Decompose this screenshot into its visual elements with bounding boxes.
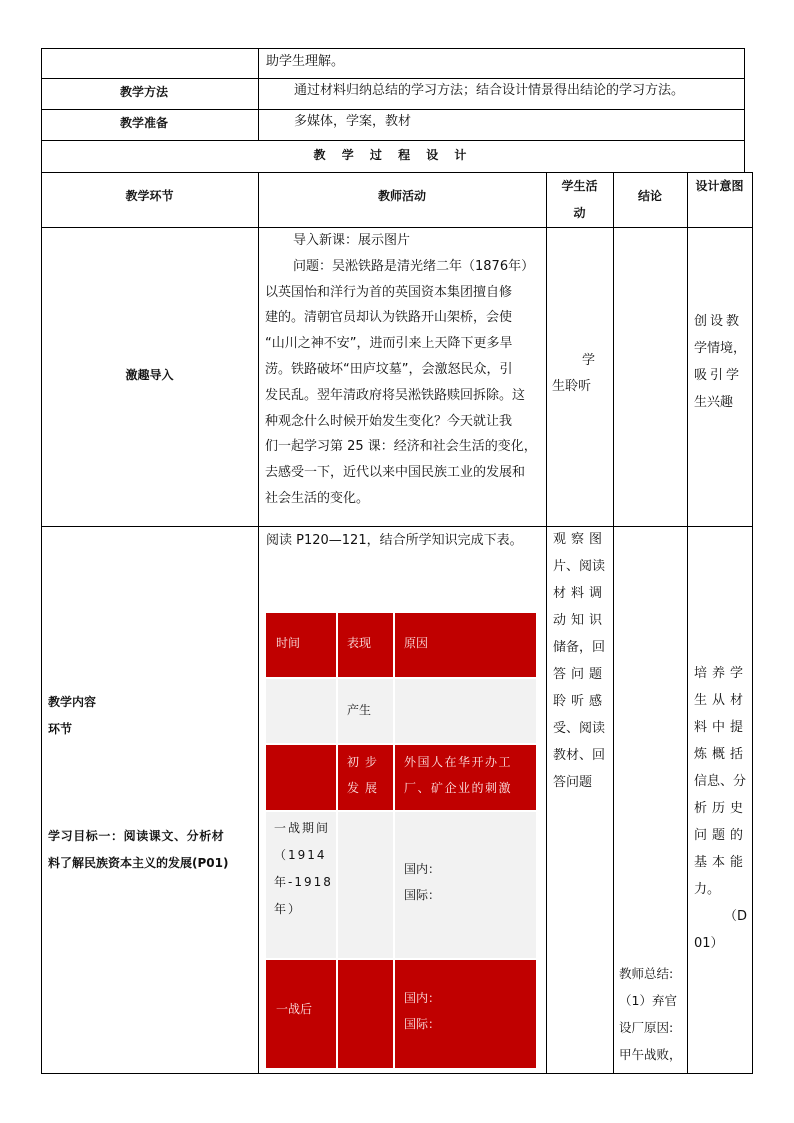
text-line: 创设教 [694,314,743,329]
inner-cell-wwi-reason: 国内： 国际： [404,862,441,902]
continuation-text: 助学生理解。 [266,54,345,69]
text-line: “山川之神不安”，进而引来上天降下更多旱 [265,336,513,352]
text-line: 培养学 [694,666,749,681]
text-line: 学情境， [694,341,747,356]
inner-cell-produce: 产生 [347,703,372,717]
process-title: 教 学 过 程 设 计 [313,148,473,162]
stage-content [48,689,96,743]
text-line: 析历史 [694,801,749,816]
text-line: 答问题 [553,667,608,682]
text-line: 01） [694,936,724,951]
text-line: 社会生活的变化。 [265,490,370,506]
method-text: 通过材料归纳总结的学习方法；结合设计情景得出结论的学习方法。 [294,83,685,98]
text-line: 储备，回 [553,640,606,655]
inner-cell-wwi-period: 一战期间（1914年-1918年） [274,821,333,916]
text-line: （1）弃官 [619,993,677,1008]
text-line: 涝。铁路破坏“田庐坟墓”，会激怒民众，引 [265,361,513,377]
inner-cell [338,812,393,958]
text-line: 动知识 [553,613,608,628]
text-line: 生兴趣 [694,395,734,410]
text-line: 以英国怡和洋行为首的英国资本集团擅自修 [265,284,513,300]
text-line: 聆听感 [553,694,608,709]
text-line: 料中提 [694,720,749,735]
inner-cell-initial-development: 初步发展 [347,755,384,795]
text-line: 学 [582,353,596,368]
text-line: 发民乱。翌年清政府将吴淞铁路赎回拆除。这 [265,387,526,403]
text-line: 导入新课：展示图片 [293,233,411,248]
text-line: 问题：吴淞铁路是清光绪二年（1876年） [293,258,535,274]
text-line: 材料调 [553,586,608,601]
header-student: 学生活动 [561,179,598,220]
teacher-intro-text [265,228,545,512]
text-line: 教师总结: [619,966,674,981]
text-line: 力。 [694,882,721,897]
inner-cell [395,679,536,743]
text-line: 答问题 [553,775,593,790]
text-line: 基本能 [694,855,749,870]
header-stage: 教学环节 [125,189,174,203]
inner-cell-post-wwi-reason: 国内： 国际： [404,991,441,1031]
inner-cell [266,679,336,743]
inner-header-reason: 原因 [404,636,429,650]
learning-goal [48,823,228,877]
text-line: 观察图 [553,532,608,547]
text-line: 信息、分 [694,774,747,789]
text-line: 们一起学习第 25 课：经济和社会生活的变化， [265,439,537,455]
text-line: 问题的 [694,828,749,843]
conclusion-content-text [619,960,687,1068]
text-line: 学习目标一：阅读课文、分析材 [48,829,225,843]
teacher-content-intro: 阅读 P120—121，结合所学知识完成下表。 [266,533,523,548]
inner-cell [338,960,393,1068]
text-line: 建的。清朝官员却认为铁路开山架桥，会使 [265,310,513,326]
text-line: 甲午战败， [619,1047,682,1062]
text-line: 教学内容 [48,695,97,709]
header-conclusion: 结论 [637,189,662,203]
stage-intro: 激趣导入 [125,368,174,382]
text-line: 去感受一下，近代以来中国民族工业的发展和 [265,465,526,481]
inner-cell-post-wwi: 一战后 [276,1002,313,1016]
text-line: 料了解民族资本主义的发展(P01) [48,856,229,870]
student-content-text [553,526,611,796]
text-line: 生聆听 [552,378,592,394]
student-intro-text [552,348,612,400]
inner-header-performance: 表现 [347,636,372,650]
text-line: 片、阅读 [553,559,606,574]
inner-cell-foreign-stimulus: 外国人在华开办工厂、矿企业的刺激 [404,755,513,795]
text-line: 环节 [48,722,73,736]
text-line: （D [724,909,748,924]
header-teacher: 教师活动 [377,189,426,203]
text-line: 吸引学 [694,368,743,383]
design-content-text [694,660,750,957]
text-line: 炼概括 [694,747,749,762]
text-line: 种观念什么时候开始发生变化？今天就让我 [265,413,513,429]
prep-label: 教学准备 [120,116,169,130]
text-line: 设厂原因: [619,1020,674,1035]
text-line: 教材、回 [553,748,606,763]
prep-text: 多媒体，学案，教材 [294,114,412,129]
text-line: 受、阅读 [553,721,606,736]
inner-header-time: 时间 [276,636,301,650]
design-intro-text [694,308,750,416]
text-line: 生从材 [694,693,749,708]
method-label: 教学方法 [120,85,169,99]
inner-cell [266,745,336,810]
header-design: 设计意图 [695,179,744,193]
